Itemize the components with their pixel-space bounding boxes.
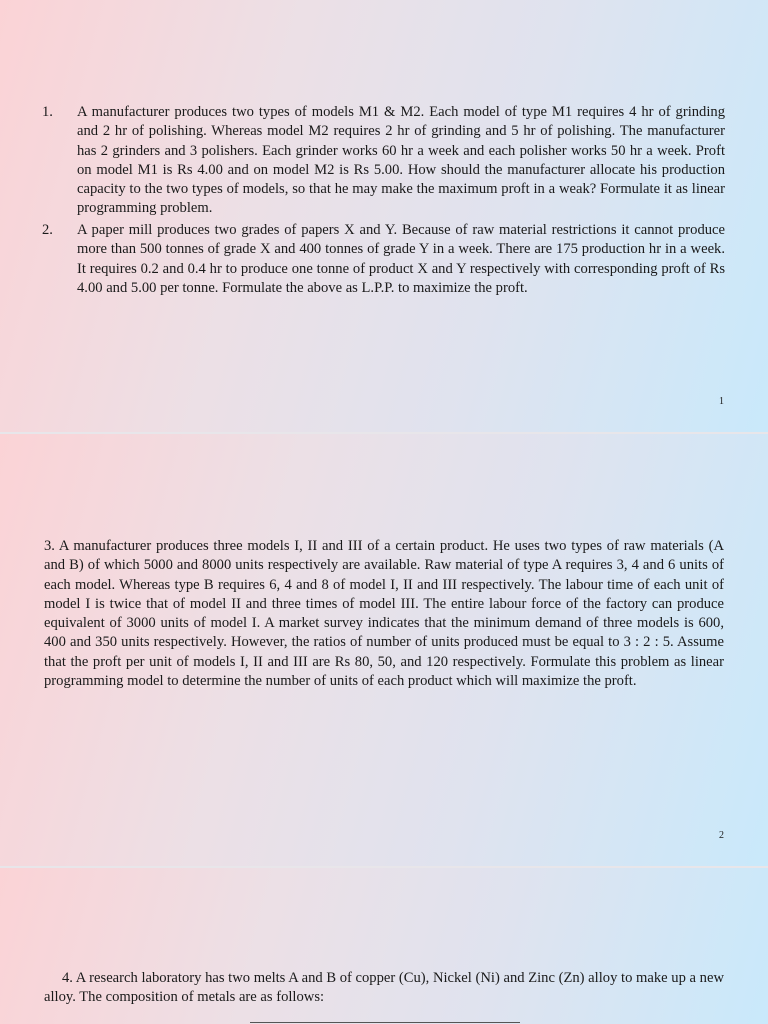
problem-2-text: A paper mill produces two grades of papers X and Y. Because of raw material restrictions it cannot produce more than 500 tonnes of grade X and 400 tonnes of grade Y in a week. There are 175 production hr in a week. It requires 0.2 and 0.4 hr to produce one tonne of product X and Y respectively with corresponding proft of Rs 4.00 and 5.00 per tonne. Formulate the above as L.P.P. to maximize the proft.	[77, 222, 725, 296]
problem-1-text: A manufacturer produces two types of models M1 & M2. Each model of type M1 requires 4 hr of grinding and 2 hr of polishing. Whereas model M2 requires 2 hr of grinding and 5 hr of polishing. The manufacturer has 2 grinders and 3 polishers. Each grinder works 60 hr a week and each polisher works 50 hr a week. Proft on model M1 is Rs 4.00 and on model M2 is Rs 5.00. How should the manufacturer allocate his production capacity to the two types of models, so that he may make the maximum proft in a weak? Formulate it as linear programming problem.	[77, 104, 725, 217]
page-number: 1	[719, 396, 724, 407]
document-page-1	[0, 0, 768, 432]
item-number-2: 2.	[42, 222, 53, 238]
problem-4-text: 4. A research laboratory has two melts A and B of copper (Cu), Nickel (Ni) and Zinc (Zn) alloy to make up a new alloy. The composition of metals are as follows:	[44, 970, 724, 1006]
page-number: 2	[719, 830, 724, 841]
problem-3-text: 3. A manufacturer produces three models I, II and III of a certain product. He uses two types of raw materials (A and B) of which 5000 and 8000 units respectively are available. Raw material of type A requires 3, 4 and 6 units of each model. Whereas type B requires 6, 4 and 8 of model I, II and III respectively. The labour time of each unit of model I is twice that of model II and three times of model III. The entire labour force of the factory can produce equivalent of 3000 units of model I. A market survey indicates that the minimum demand of three models is 600, 400 and 350 units respectively. However, the ratios of number of units produced must be equal to 3 : 2 : 5. Assume that the proft per unit of models I, II and III are Rs 80, 50, and 120 respectively. Formulate this problem as linear programming model to determine the number of units of each product which will maximize the proft.	[44, 538, 724, 690]
item-number-1: 1.	[42, 104, 53, 120]
document-page-3	[0, 868, 768, 1024]
document-page-2	[0, 434, 768, 866]
table-top-rule	[250, 1022, 520, 1023]
